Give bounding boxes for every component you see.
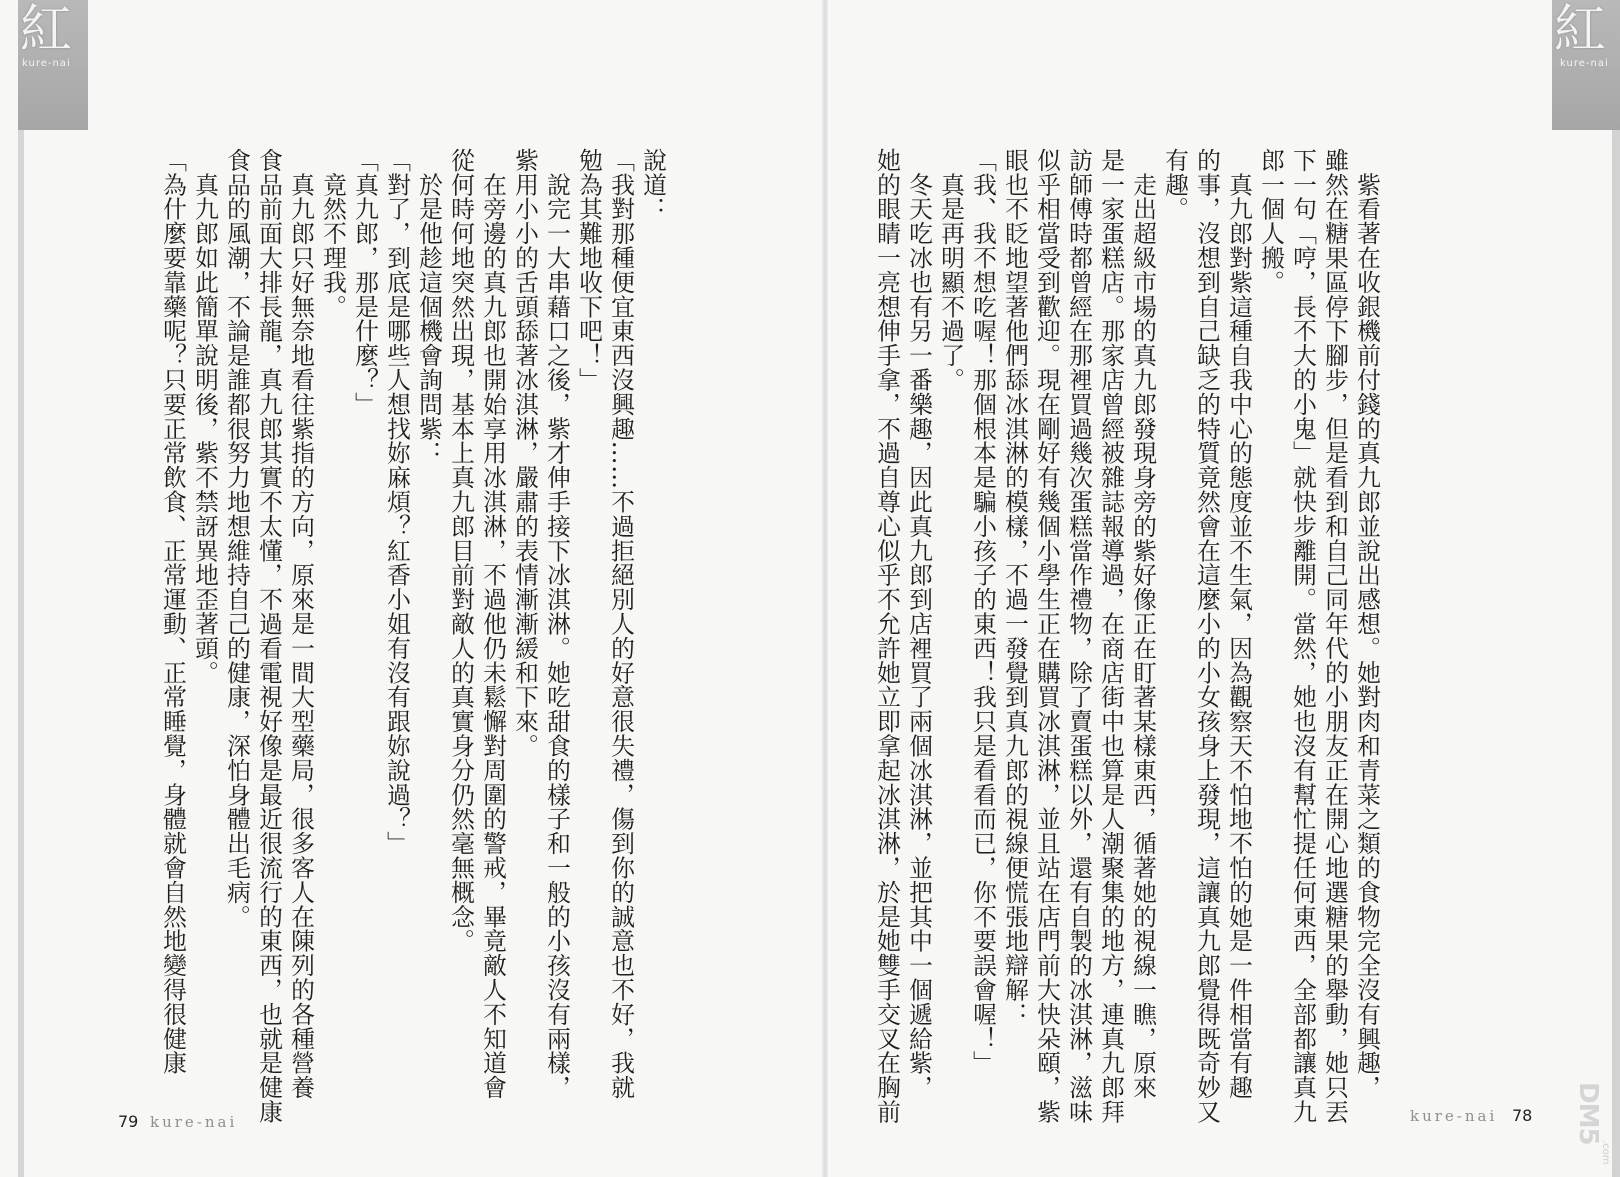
text-column: 於是他趁這個機會詢問紫： xyxy=(415,148,443,466)
watermark-suffix: .com xyxy=(1600,1140,1611,1165)
text-column: 從何時何地突然出現，基本上真九郎目前對敵人的真實身分仍然毫無概念。 xyxy=(447,148,475,954)
page-edge-left xyxy=(18,130,24,1177)
book-gutter xyxy=(822,0,828,1177)
text-column: 勉為其難地收下吧！」 xyxy=(575,148,603,392)
text-column: 真九郎對紫這種自我中心的態度並不生氣，因為觀察天不怕地不怕的她是一件相當有趣 xyxy=(1225,148,1253,1100)
text-column: 是一家蛋糕店。那家店曾經被雜誌報導過，在商店街中也算是人潮聚集的地方，連真九郎拜 xyxy=(1097,148,1125,1124)
text-column: 訪師傅時都曾經在那裡買過幾次蛋糕當作禮物，除了賣蛋糕以外，還有自製的冰淇淋，滋味 xyxy=(1065,148,1093,1124)
running-title-right: kure-nai xyxy=(1410,1107,1498,1125)
text-column: 走出超級市場的真九郎發現身旁的紫好像正在盯著某樣東西，循著她的視線一瞧，原來 xyxy=(1129,148,1157,1100)
text-column: 紫用小小的舌頭舔著冰淇淋，嚴肅的表情漸漸緩和下來。 xyxy=(511,148,539,758)
text-column: 真九郎只好無奈地看往紫指的方向，原來是一間大型藥局，很多客人在陳列的各種營養 xyxy=(287,148,315,1100)
watermark-logo: DM5 xyxy=(1573,1082,1603,1145)
series-logo-right: 紅 xyxy=(1554,0,1607,60)
series-logo-subtitle-right: kure-nai xyxy=(1560,58,1609,69)
text-column: 真是再明顯不過了。 xyxy=(937,148,965,392)
text-column: 食品前面大排長龍，真九郎其實不太懂，不過看電視好像是最近很流行的東西，也就是健康 xyxy=(255,148,283,1124)
text-column: 「我、我不想吃喔！那個根本是騙小孩子的東西！我只是看看而已，你不要誤會喔！」 xyxy=(969,148,997,1076)
text-column: 在旁邊的真九郎也開始享用冰淇淋，不過他仍未鬆懈對周圍的警戒，畢竟敵人不知道會 xyxy=(479,148,507,1100)
text-column: 「為什麼要靠藥呢？只要正常飲食、正常運動、正常睡覺，身體就會自然地變得很健康 xyxy=(159,148,187,1076)
page-number-left: 79 xyxy=(118,1112,139,1131)
text-column: 竟然不理我。 xyxy=(319,148,347,319)
text-column: 真九郎如此簡單說明後，紫不禁訝異地歪著頭。 xyxy=(191,148,219,685)
text-column: 雖然在糖果區停下腳步，但是看到和自己同年代的小朋友正在開心地選糖果的舉動，她只丟 xyxy=(1321,148,1349,1124)
text-column: 似乎相當受到歡迎。現在剛好有幾個小學生正在購買冰淇淋，並且站在店門前大快朵頤，紫 xyxy=(1033,148,1061,1124)
series-logo-subtitle-left: kure-nai xyxy=(22,58,71,69)
page-number-right: 78 xyxy=(1512,1106,1533,1125)
text-column: 說道： xyxy=(639,148,667,222)
text-column: 「對了，到底是哪些人想找妳麻煩？紅香小姐有沒有跟妳說過？」 xyxy=(383,148,411,856)
text-column: 紫看著在收銀機前付錢的真九郎並說出感想。她對肉和青菜之類的食物完全沒有興趣， xyxy=(1353,148,1381,1100)
page-edge-right xyxy=(1612,130,1620,1177)
text-column: 的事，沒想到自己缺乏的特質竟然會在這麼小的小女孩身上發現，這讓真九郎覺得既奇妙又 xyxy=(1193,148,1221,1124)
text-column: 下一句「哼，長不大的小鬼」就快步離開。當然，她也沒有幫忙提任何東西，全部都讓真九 xyxy=(1289,148,1317,1124)
text-column: 冬天吃冰也有另一番樂趣，因此真九郎到店裡買了兩個冰淇淋，並把其中一個遞給紫， xyxy=(905,148,933,1100)
text-column: 食品的風潮，不論是誰都很努力地想維持自己的健康，深怕身體出毛病。 xyxy=(223,148,251,929)
text-column: 眼也不眨地望著他們舔冰淇淋的模樣，不過一發覺到真九郎的視線便慌張地辯解： xyxy=(1001,148,1029,1027)
text-column: 郎一個人搬。 xyxy=(1257,148,1285,295)
text-column: 「真九郎，那是什麼？」 xyxy=(351,148,379,417)
text-column: 「我對那種便宜東西沒興趣……不過拒絕別人的好意很失禮，傷到你的誠意也不好，我就 xyxy=(607,148,635,1100)
text-column: 有趣。 xyxy=(1161,148,1189,222)
text-column: 她的眼睛一亮想伸手拿，不過自尊心似乎不允許她立即拿起冰淇淋，於是她雙手交叉在胸前 xyxy=(873,148,901,1124)
text-column: 說完一大串藉口之後，紫才伸手接下冰淇淋。她吃甜食的樣子和一般的小孩沒有兩樣， xyxy=(543,148,571,1100)
running-title-left: kure-nai xyxy=(150,1113,238,1131)
series-logo-left: 紅 xyxy=(20,0,73,60)
